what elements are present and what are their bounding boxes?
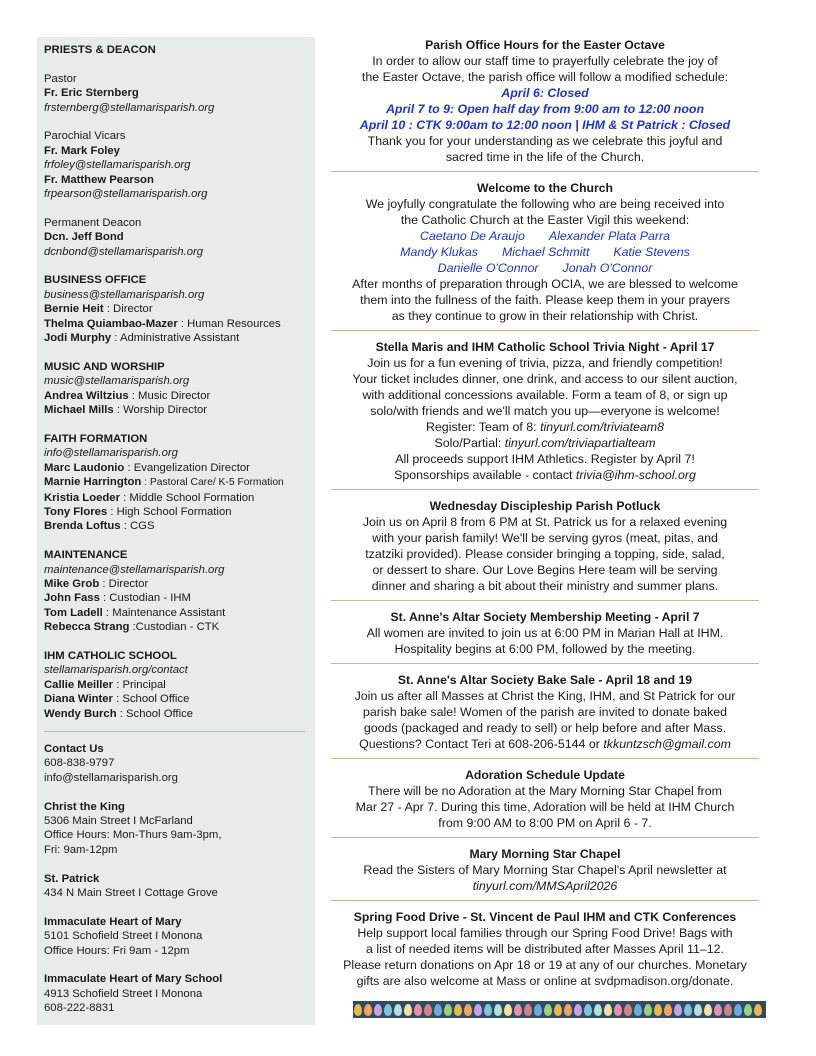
section-divider <box>331 489 759 490</box>
easter-egg <box>404 1004 412 1016</box>
body-line: Read the Sisters of Mary Morning Star Chapel's April newsletter at <box>363 863 727 877</box>
body-line: parish bake sale! Women of the parish are invited to donate baked <box>362 705 728 719</box>
announcement-title: Welcome to the Church <box>477 181 613 195</box>
music-section <box>44 360 308 418</box>
body-line: After months of preparation through OCIA, we are blessed to welcome <box>352 277 738 291</box>
food-drive-announcement <box>322 909 768 989</box>
announcement-title: Wednesday Discipleship Parish Potluck <box>429 499 661 513</box>
staff-row: Andrea Wiltzius : Music Director <box>44 389 211 402</box>
easter-egg <box>594 1004 602 1016</box>
trivia-announcement <box>322 339 768 483</box>
announcements-column <box>322 37 768 989</box>
body-line: tzatziki provided). Please consider bringing a topping, side, salad, <box>365 547 725 561</box>
faith-header: FAITH FORMATION <box>44 432 148 445</box>
easter-egg <box>544 1004 552 1016</box>
easter-egg <box>464 1004 472 1016</box>
body-line: a list of needed items will be distributed after Masses April 11–12. <box>366 942 724 956</box>
vicars-label: Parochial Vicars <box>44 130 126 143</box>
body-line: We joyfully congratulate the following who are being received into <box>365 197 725 211</box>
easter-egg <box>694 1004 702 1016</box>
staff-row: Diana Winter : School Office <box>44 693 190 706</box>
contact-phone[interactable]: 608-838-9797 <box>44 757 115 770</box>
deacon-name: Dcn. Jeff Bond <box>44 231 124 244</box>
staff-row: Rebecca Strang :Custodian - CTK <box>44 621 220 634</box>
easter-egg <box>674 1004 682 1016</box>
location-name: Christ the King <box>44 800 125 813</box>
schedule-line: April 7 to 9: Open half day from 9:00 am to 12:00 noon <box>385 102 705 116</box>
easter-egg <box>414 1004 422 1016</box>
bake-sale-email-link[interactable]: tkkuntzsch@gmail.com <box>603 737 731 751</box>
location-line: Office Hours: Fri 9am - 12pm <box>44 944 190 957</box>
location-st-patrick <box>44 872 308 901</box>
office-hours-announcement <box>322 37 768 165</box>
body-line: In order to allow our staff time to prayerfully celebrate the joy of <box>372 54 718 68</box>
body-line: Help support local families through our Spring Food Drive! Bags with <box>357 926 733 940</box>
body-line: dinner and sharing a bit about their ministry and summer plans. <box>371 579 719 593</box>
music-email[interactable]: music@stellamarisparish.org <box>44 375 190 388</box>
body-line: Join us on April 8 from 6 PM at St. Patrick us for a relaxed evening <box>362 515 728 529</box>
faith-email[interactable]: info@stellamarisparish.org <box>44 447 178 460</box>
staff-row: Tom Ladell : Maintenance Assistant <box>44 606 226 619</box>
body-line: Join us for a fun evening of trivia, pizza, and friendly competition! <box>367 356 723 370</box>
easter-egg <box>584 1004 592 1016</box>
body-line: Mar 27 - Apr 7. During this time, Adoration will be held at IHM Church <box>355 800 735 814</box>
faith-formation-section <box>44 432 308 534</box>
section-divider <box>331 837 759 838</box>
location-name: St. Patrick <box>44 872 100 885</box>
bake-sale-announcement <box>322 672 768 752</box>
welcome-announcement <box>322 180 768 324</box>
section-divider <box>331 663 759 664</box>
body-line: the Easter Octave, the parish office will follow a modified schedule: <box>361 70 729 84</box>
staff-row: Marnie Harrington : Pastoral Care/ K-5 Formation <box>44 476 284 489</box>
easter-egg <box>734 1004 742 1016</box>
easter-egg <box>664 1004 672 1016</box>
candidate-names-row: Caetano De Araujo Alexander Plata Parra <box>419 229 671 243</box>
location-line: Fri: 9am-12pm <box>44 843 118 856</box>
easter-egg <box>644 1004 652 1016</box>
easter-egg <box>424 1004 432 1016</box>
body-line: Join us after all Masses at Christ the King, IHM, and St Patrick for our <box>354 689 736 703</box>
questions-line: Questions? Contact Teri at 608-206-5144 or tkkuntzsch@gmail.com <box>359 737 731 751</box>
deacon-label: Permanent Deacon <box>44 216 142 229</box>
section-divider <box>331 900 759 901</box>
chapel-announcement <box>322 846 768 894</box>
easter-egg <box>494 1004 502 1016</box>
business-section <box>44 273 308 345</box>
body-line: solo/with friends and we'll match you up—everyone is welcome! <box>370 404 720 418</box>
register-team-line: Register: Team of 8: tinyurl.com/triviateam8 <box>425 420 665 434</box>
potluck-announcement <box>322 498 768 594</box>
maintenance-section <box>44 548 308 634</box>
easter-egg <box>504 1004 512 1016</box>
easter-egg <box>524 1004 532 1016</box>
staff-row: Tony Flores : High School Formation <box>44 505 232 518</box>
body-line: All proceeds support IHM Athletics. Register by April 7! <box>395 452 695 466</box>
pastor-name: Fr. Eric Sternberg <box>44 87 139 100</box>
easter-egg <box>614 1004 622 1016</box>
location-line: 4913 Schofield Street I Monona <box>44 987 203 1000</box>
announcement-title: Adoration Schedule Update <box>465 768 625 782</box>
staff-row: Mike Grob : Director <box>44 577 149 590</box>
section-divider <box>331 758 759 759</box>
announcement-title: St. Anne's Altar Society Bake Sale - April 18 and 19 <box>397 673 693 687</box>
music-header: MUSIC AND WORSHIP <box>44 360 165 373</box>
maintenance-header: MAINTENANCE <box>44 549 128 562</box>
body-line: with your parish family! We'll be serving gyros (meat, pitas, and <box>372 531 718 545</box>
easter-egg <box>624 1004 632 1016</box>
easter-egg <box>434 1004 442 1016</box>
announcement-title: Parish Office Hours for the Easter Octave <box>425 38 665 52</box>
easter-egg <box>394 1004 402 1016</box>
location-line: 434 N Main Street I Cottage Grove <box>44 887 218 899</box>
easter-eggs-banner <box>353 1001 766 1018</box>
body-line: Please return donations on Apr 18 or 19 at any of our churches. Monetary <box>343 958 747 972</box>
staff-row: Kristia Loeder : Middle School Formation <box>44 491 255 504</box>
easter-egg <box>484 1004 492 1016</box>
staff-row: Wendy Burch : School Office <box>44 707 194 720</box>
register-solo-line: Solo/Partial: tinyurl.com/triviapartialteam <box>434 436 656 450</box>
easter-egg <box>444 1004 452 1016</box>
announcement-title: St. Anne's Altar Society Membership Meeting - April 7 <box>390 610 700 624</box>
contact-header: Contact Us <box>44 742 104 755</box>
easter-egg <box>684 1004 692 1016</box>
altar-meeting-announcement <box>322 609 768 657</box>
school-header: IHM CATHOLIC SCHOOL <box>44 649 177 662</box>
business-email[interactable]: business@stellamarisparish.org <box>44 288 205 301</box>
staff-row: Marc Laudonio : Evangelization Director <box>44 461 250 474</box>
body-line: as they continue to grow in their relationship with Christ. <box>391 309 699 323</box>
easter-egg <box>744 1004 752 1016</box>
vicar-name: Fr. Matthew Pearson <box>44 173 154 186</box>
priests-section <box>44 43 308 259</box>
register-solo-link[interactable]: tinyurl.com/triviapartialteam <box>504 436 656 450</box>
chapel-newsletter-link[interactable]: tinyurl.com/MMSApril2026 <box>472 879 618 893</box>
schedule-line: April 6: Closed <box>501 86 589 100</box>
adoration-announcement <box>322 767 768 831</box>
staff-row: Callie Meiller : Principal <box>44 678 166 691</box>
vicar-email[interactable]: frfoley@stellamarisparish.org <box>44 159 191 172</box>
body-line: Thank you for your understanding as we celebrate this joyful and <box>367 134 723 148</box>
staff-row: Bernie Heit : Director <box>44 303 153 316</box>
easter-egg <box>354 1004 362 1016</box>
vicar-email[interactable]: frpearson@stellamarisparish.org <box>44 188 208 201</box>
body-line: with additional concessions available. Form a team of 8, or sign up <box>362 388 728 402</box>
body-line: There will be no Adoration at the Mary Morning Star Chapel from <box>368 784 722 798</box>
easter-egg <box>574 1004 582 1016</box>
announcement-title: Stella Maris and IHM Catholic School Trivia Night - April 17 <box>375 340 715 354</box>
location-ihm-school <box>44 972 308 1015</box>
staff-directory-sidebar <box>37 37 315 1025</box>
section-divider <box>331 600 759 601</box>
easter-egg <box>754 1004 762 1016</box>
business-header: BUSINESS OFFICE <box>44 274 147 287</box>
location-name: Immaculate Heart of Mary School <box>44 973 223 986</box>
location-christ-the-king <box>44 800 308 858</box>
location-line: 5101 Schofield Street I Monona <box>44 930 203 943</box>
body-line: them into the fullness of the faith. Please keep them in your prayers <box>360 293 730 307</box>
body-line: Hospitality begins at 6:00 PM, followed by the meeting. <box>394 642 696 656</box>
body-line: Your ticket includes dinner, one drink, and access to our silent auction, <box>352 372 738 386</box>
body-line: gifts are also welcome at Mass or online at svdpmadison.org/donate. <box>356 974 734 988</box>
body-line: the Catholic Church at the Easter Vigil this weekend: <box>400 213 690 227</box>
school-contact-link[interactable]: stellamarisparish.org/contact <box>44 664 188 677</box>
easter-egg <box>634 1004 642 1016</box>
easter-egg <box>604 1004 612 1016</box>
section-divider <box>331 330 759 331</box>
sponsor-line: Sponsorships available - contact trivia@ihm-school.org <box>394 468 696 482</box>
body-line: All women are invited to join us at 6:00 PM in Marian Hall at IHM. <box>366 626 724 640</box>
staff-row: Michael Mills : Worship Director <box>44 404 208 417</box>
vicar-name: Fr. Mark Foley <box>44 144 120 157</box>
body-line: from 9:00 AM to 8:00 PM on April 6 - 7. <box>438 816 652 830</box>
announcement-title: Mary Morning Star Chapel <box>469 847 621 861</box>
contact-section <box>44 742 308 785</box>
location-name: Immaculate Heart of Mary <box>44 915 182 928</box>
easter-egg <box>514 1004 522 1016</box>
easter-egg <box>714 1004 722 1016</box>
easter-egg <box>364 1004 372 1016</box>
easter-egg <box>724 1004 732 1016</box>
easter-egg <box>704 1004 712 1016</box>
maintenance-email[interactable]: maintenance@stellamarisparish.org <box>44 563 225 576</box>
deacon-email[interactable]: dcnbond@stellamarisparish.org <box>44 245 204 258</box>
staff-row: John Fass : Custodian - IHM <box>44 592 191 605</box>
easter-egg <box>384 1004 392 1016</box>
candidate-names-row: Danielle O'Connor Jonah O'Connor <box>437 261 653 275</box>
staff-row: Brenda Loftus : CGS <box>44 520 155 533</box>
easter-egg <box>534 1004 542 1016</box>
location-ihm <box>44 915 308 958</box>
location-line: Office Hours: Mon-Thurs 9am-3pm, <box>44 829 222 842</box>
body-line: or dessert to share. Our Love Begins Here team will be serving <box>372 563 718 577</box>
staff-row: Jodi Murphy : Administrative Assistant <box>44 332 240 345</box>
sponsor-email-link[interactable]: trivia@ihm-school.org <box>575 468 696 482</box>
pastor-email[interactable]: frsternberg@stellamarisparish.org <box>44 101 215 114</box>
priests-header: PRIESTS & DEACON <box>44 44 156 56</box>
location-line: 5306 Main Street I McFarland <box>44 814 193 827</box>
schedule-line: April 10 : CTK 9:00am to 12:00 noon | IHM & St Patrick : Closed <box>359 118 731 132</box>
school-section <box>44 649 308 721</box>
announcement-title: Spring Food Drive - St. Vincent de Paul IHM and CTK Conferences <box>353 910 737 924</box>
register-team-link[interactable]: tinyurl.com/triviateam8 <box>540 420 665 434</box>
body-line: sacred time in the life of the Church. <box>445 150 645 164</box>
easter-egg <box>474 1004 482 1016</box>
easter-egg <box>374 1004 382 1016</box>
easter-egg <box>454 1004 462 1016</box>
contact-email[interactable]: info@stellamarisparish.org <box>44 771 178 784</box>
easter-egg <box>654 1004 662 1016</box>
easter-egg <box>554 1004 562 1016</box>
easter-egg <box>564 1004 572 1016</box>
body-line: goods (packaged and ready to sell) or help before and after Mass. <box>363 721 727 735</box>
sidebar-divider <box>44 731 305 732</box>
pastor-label: Pastor <box>44 72 77 85</box>
candidate-names-row: Mandy Klukas Michael Schmitt Katie Stevens <box>400 245 690 259</box>
section-divider <box>331 171 759 172</box>
location-line: 608-222-8831 <box>44 1002 115 1015</box>
staff-row: Thelma Quiambao-Mazer : Human Resources <box>44 317 281 330</box>
